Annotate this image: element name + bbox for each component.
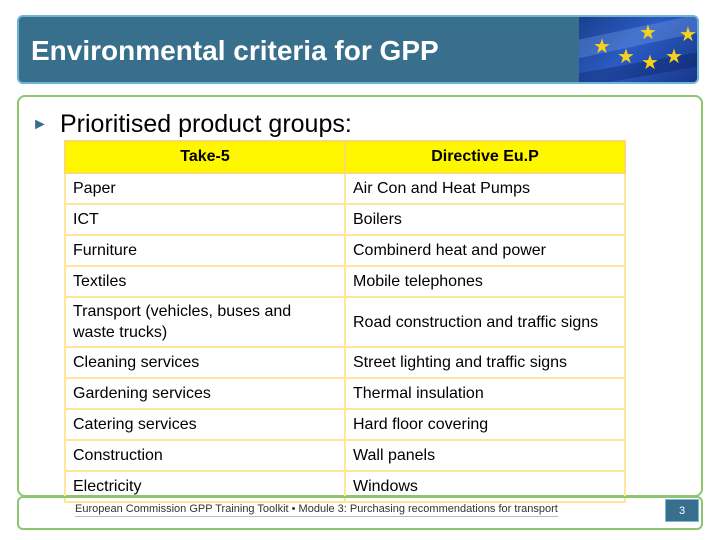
page-number: 3 xyxy=(665,499,699,522)
table-cell: Catering services xyxy=(65,409,345,440)
table-cell: Mobile telephones xyxy=(345,266,625,297)
table-cell: Road construction and traffic signs xyxy=(345,297,625,347)
table-row xyxy=(65,378,625,409)
table-cell: Cleaning services xyxy=(65,347,345,378)
table-cell: Electricity xyxy=(65,471,345,502)
column-header-take5: Take-5 xyxy=(65,141,345,173)
header-bar xyxy=(17,15,699,84)
table-cell: Paper xyxy=(65,173,345,204)
bullet-item xyxy=(32,110,352,139)
table-row xyxy=(65,409,625,440)
table-cell: Transport (vehicles, buses and waste trucks) xyxy=(65,297,345,347)
column-header-directive-eup: Directive Eu.P xyxy=(345,141,625,173)
table-cell: ICT xyxy=(65,204,345,235)
page-title: Environmental criteria for GPP xyxy=(31,35,439,66)
table-cell: Gardening services xyxy=(65,378,345,409)
table-row xyxy=(65,266,625,297)
triangle-bullet-icon: ► xyxy=(32,115,48,133)
table-row xyxy=(65,204,625,235)
table-cell: Furniture xyxy=(65,235,345,266)
table-cell: Windows xyxy=(345,471,625,502)
table-row xyxy=(65,173,625,204)
table-row xyxy=(65,347,625,378)
table-cell: Textiles xyxy=(65,266,345,297)
table-cell: Combinerd heat and power xyxy=(345,235,625,266)
table-cell: Street lighting and traffic signs xyxy=(345,347,625,378)
table-row xyxy=(65,297,625,347)
table-row xyxy=(65,440,625,471)
table-cell: Construction xyxy=(65,440,345,471)
product-groups-table xyxy=(64,140,626,503)
table-cell: Boilers xyxy=(345,204,625,235)
table-row xyxy=(65,235,625,266)
eu-flag-icon: ★ ★ ★ ★ ★ ★ xyxy=(579,17,697,82)
table-cell: Air Con and Heat Pumps xyxy=(345,173,625,204)
table-cell: Hard floor covering xyxy=(345,409,625,440)
bullet-text: Prioritised product groups: xyxy=(60,110,352,138)
table-cell: Wall panels xyxy=(345,440,625,471)
footer-text: European Commission GPP Training Toolkit • Module 3: Purchasing recommendations for transport xyxy=(75,503,558,515)
table-cell: Thermal insulation xyxy=(345,378,625,409)
table-header-row xyxy=(65,141,625,173)
